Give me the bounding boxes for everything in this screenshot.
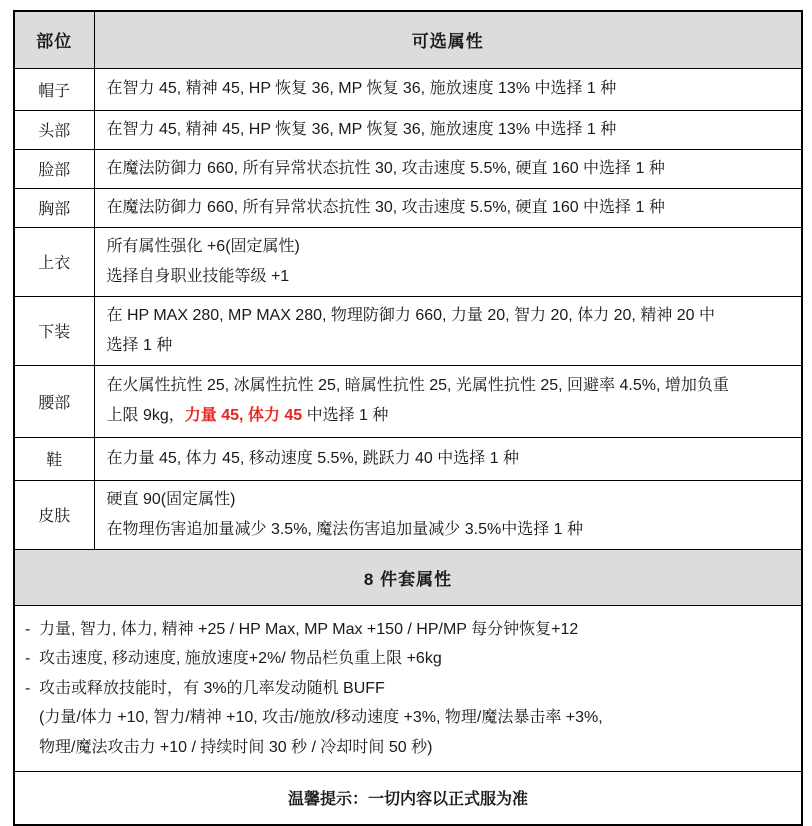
list-bullet: - xyxy=(25,620,31,638)
attrs-text xyxy=(94,480,802,549)
set-bonus-line-text: 力量, 智力, 体力, 精神 +25 / HP Max, MP Max +150 / HP/MP 每分钟恢复+12 xyxy=(39,620,579,638)
set-bonus-line-text: 攻击或释放技能时，有 3%的几率发动随机 BUFF xyxy=(39,679,385,697)
part-label: 胸部 xyxy=(14,188,94,227)
part-label: 下装 xyxy=(14,296,94,365)
set-bonus-line xyxy=(25,674,789,704)
set-bonus-list-row xyxy=(14,605,802,772)
part-label: 上衣 xyxy=(14,227,94,296)
attrs-line-2: 在物理伤害追加量减少 3.5%, 魔法伤害追加量减少 3.5%中选择 1 种 xyxy=(106,520,584,538)
set-bonus-line-text: (力量/体力 +10, 智力/精神 +10, 攻击/施放/移动速度 +3%, 物理/魔法暴击率 +3%, xyxy=(39,709,603,726)
table-row xyxy=(14,149,802,188)
attrs-text: 在魔法防御力 660, 所有异常状态抗性 30, 攻击速度 5.5%, 硬直 160 中选择 1 种 xyxy=(94,149,802,188)
notice-text: 温馨提示：一切内容以正式服为准 xyxy=(14,772,802,825)
attrs-text: 在力量 45, 体力 45, 移动速度 5.5%, 跳跃力 40 中选择 1 种 xyxy=(94,437,802,480)
table-row xyxy=(14,188,802,227)
part-label: 脸部 xyxy=(14,149,94,188)
attrs-line-1: 在 HP MAX 280, MP MAX 280, 物理防御力 660, 力量 20, 智力 20, 体力 20, 精神 20 中 xyxy=(106,306,716,324)
attrs-line-2: 选择自身职业技能等级 +1 xyxy=(106,267,290,285)
set-bonus-list xyxy=(14,605,802,772)
set-bonus-line xyxy=(25,615,789,645)
list-bullet: - xyxy=(25,650,31,667)
part-label: 头部 xyxy=(14,110,94,149)
table-header-row xyxy=(14,11,802,68)
table-row xyxy=(14,437,802,480)
list-bullet: - xyxy=(25,679,31,697)
part-label: 帽子 xyxy=(14,68,94,110)
attrs-line-2 xyxy=(107,401,790,431)
attrs-text: 在魔法防御力 660, 所有异常状态抗性 30, 攻击速度 5.5%, 硬直 160 中选择 1 种 xyxy=(94,188,802,227)
set-bonus-line-continuation xyxy=(25,733,789,763)
attrs-line-2-pre: 上限 9kg， xyxy=(106,407,185,424)
header-selectable-attrs: 可选属性 xyxy=(94,11,802,68)
attrs-text: 在智力 45, 精神 45, HP 恢复 36, MP 恢复 36, 施放速度 13% 中选择 1 种 xyxy=(94,110,802,149)
part-label: 腰部 xyxy=(14,365,94,437)
header-part: 部位 xyxy=(14,11,94,68)
equipment-attribute-table xyxy=(13,10,803,826)
set-bonus-line-text: 物理/魔法攻击力 +10 / 持续时间 30 秒 / 冷却时间 50 秒) xyxy=(39,738,433,756)
set-bonus-line-continuation xyxy=(25,703,789,733)
set-bonus-header-row xyxy=(14,549,802,605)
attrs-text xyxy=(94,296,802,365)
table-row xyxy=(14,480,802,549)
attrs-line-1: 所有属性强化 +6(固定属性) xyxy=(106,237,300,255)
part-label: 鞋 xyxy=(14,437,94,480)
table-row xyxy=(14,227,802,296)
set-bonus-title: 8 件套属性 xyxy=(14,549,802,605)
highlighted-attrs-red: 力量 45, 体力 45 xyxy=(184,407,303,424)
attrs-text xyxy=(94,365,802,437)
table-row xyxy=(14,68,802,110)
attrs-line-1: 在火属性抗性 25, 冰属性抗性 25, 暗属性抗性 25, 光属性抗性 25, 回避率 4.5%, 增加负重 xyxy=(106,377,729,394)
attrs-text: 在智力 45, 精神 45, HP 恢复 36, MP 恢复 36, 施放速度 13% 中选择 1 种 xyxy=(94,68,802,110)
table-row xyxy=(14,110,802,149)
part-label: 皮肤 xyxy=(14,480,94,549)
attrs-text xyxy=(94,227,802,296)
notice-row xyxy=(14,772,802,825)
set-bonus-line-text: 攻击速度, 移动速度, 施放速度+2%/ 物品栏负重上限 +6kg xyxy=(39,650,442,667)
attrs-line-1: 硬直 90(固定属性) xyxy=(106,490,236,508)
set-bonus-line xyxy=(25,644,789,674)
attrs-line-2: 选择 1 种 xyxy=(106,336,173,354)
table-row xyxy=(14,365,802,437)
table-row xyxy=(14,296,802,365)
attrs-line-2-post: 中选择 1 种 xyxy=(302,407,389,424)
